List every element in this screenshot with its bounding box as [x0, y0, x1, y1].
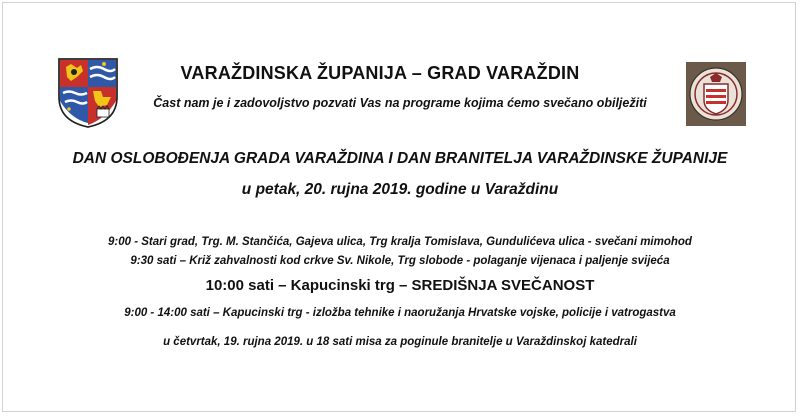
event-name: DAN OSLOBOĐENJA GRADA VARAŽDINA I DAN BRANITELJA VARAŽDINSKE ŽUPANIJE — [72, 150, 728, 167]
program-line-parade: 9:00 - Stari grad, Trg. M. Stančića, Gajeva ulica, Trg kralja Tomislava, Gundulićeva ulica - svečani mimohod — [108, 236, 692, 248]
program-line-mass: u četvrtak, 19. rujna 2019. u 18 sati misa za poginule branitelje u Varaždinskoj katedrali — [163, 336, 637, 348]
invitation-text: Čast nam je i zadovoljstvo pozvati Vas na programe kojima ćemo svečano obilježiti — [153, 96, 647, 110]
city-coat-of-arms-icon — [686, 62, 746, 126]
program-main-ceremony: 10:00 sati – Kapucinski trg – SREDIŠNJA SVEČANOST — [205, 277, 595, 294]
program-line-wreaths: 9:30 sati – Križ zahvalnosti kod crkve Sv. Nikole, Trg slobode - polaganje vijenaca i paljenje svijeća — [130, 255, 670, 267]
page-title: VARAŽDINSKA ŽUPANIJA – GRAD VARAŽDIN — [180, 63, 580, 83]
event-date: u petak, 20. rujna 2019. godine u Varaždinu — [241, 181, 559, 198]
program-line-exhibition: 9:00 - 14:00 sati – Kapucinski trg - izložba tehnike i naoružanja Hrvatske vojske, policije i vatrogastva — [124, 307, 676, 319]
